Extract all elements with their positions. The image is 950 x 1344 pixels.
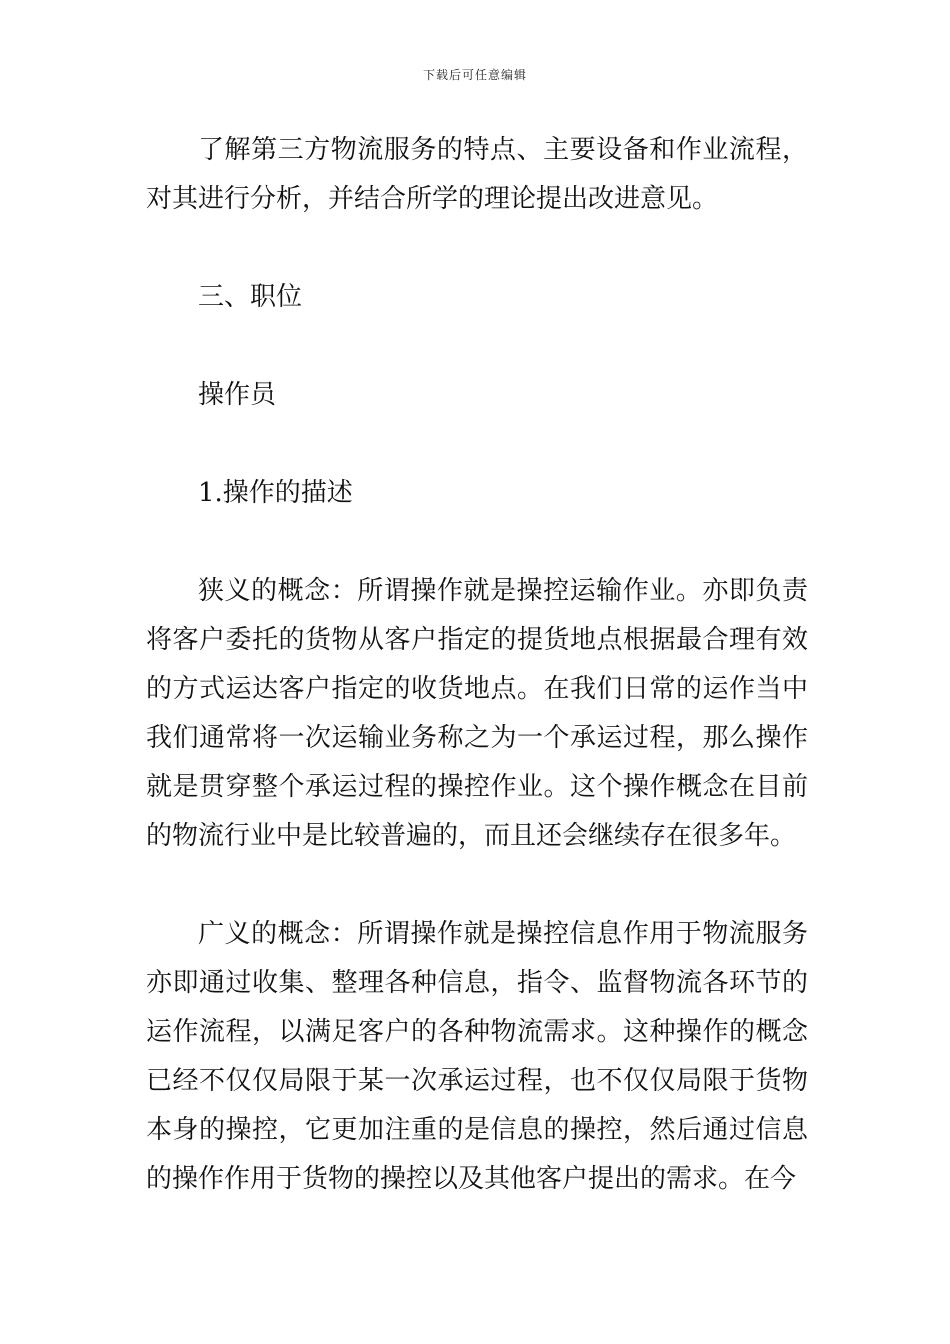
subheading: 1.操作的描述: [198, 478, 353, 508]
broad-concept-paragraph: 广义的概念：所谓操作就是操控信息作用于物流服务亦即通过收集、整理各种信息，指令、监督物流各环节的运作流程，以满足客户的各种物流需求。这种操作的概念已经不仅仅局限于某一次承运过程，也不仅仅局限于货物本身的操控，它更加注重的是信息的操控，然后通过信息的操作作用于货物的操控以及其他客户提出的需求。在今: [146, 919, 808, 1194]
role-heading: 操作员: [198, 380, 277, 410]
narrow-concept-paragraph: 狭义的概念：所谓操作就是操控运输作业。亦即负责将客户委托的货物从客户指定的提货地点根据最合理有效的方式运达客户指定的收货地点。在我们日常的运作当中我们通常将一次运输业务称之为一个承运过程，那么操作就是贯穿整个承运过程的操控作业。这个操作概念在目前的物流行业中是比较普遍的，而且还会继续存在很多年。: [146, 576, 808, 851]
paragraph-gap: [146, 420, 808, 469]
document-body: [146, 126, 808, 1204]
paragraph-gap: [146, 518, 808, 567]
intro-paragraph: 了解第三方物流服务的特点、主要设备和作业流程，对其进行分析，并结合所学的理论提出改进意见。: [146, 135, 808, 214]
paragraph-gap: [146, 861, 808, 910]
paragraph-gap: [146, 322, 808, 371]
header-note: 下载后可任意编辑: [422, 68, 527, 82]
paragraph-gap: [146, 224, 808, 273]
section-heading: 三、职位: [198, 282, 303, 312]
